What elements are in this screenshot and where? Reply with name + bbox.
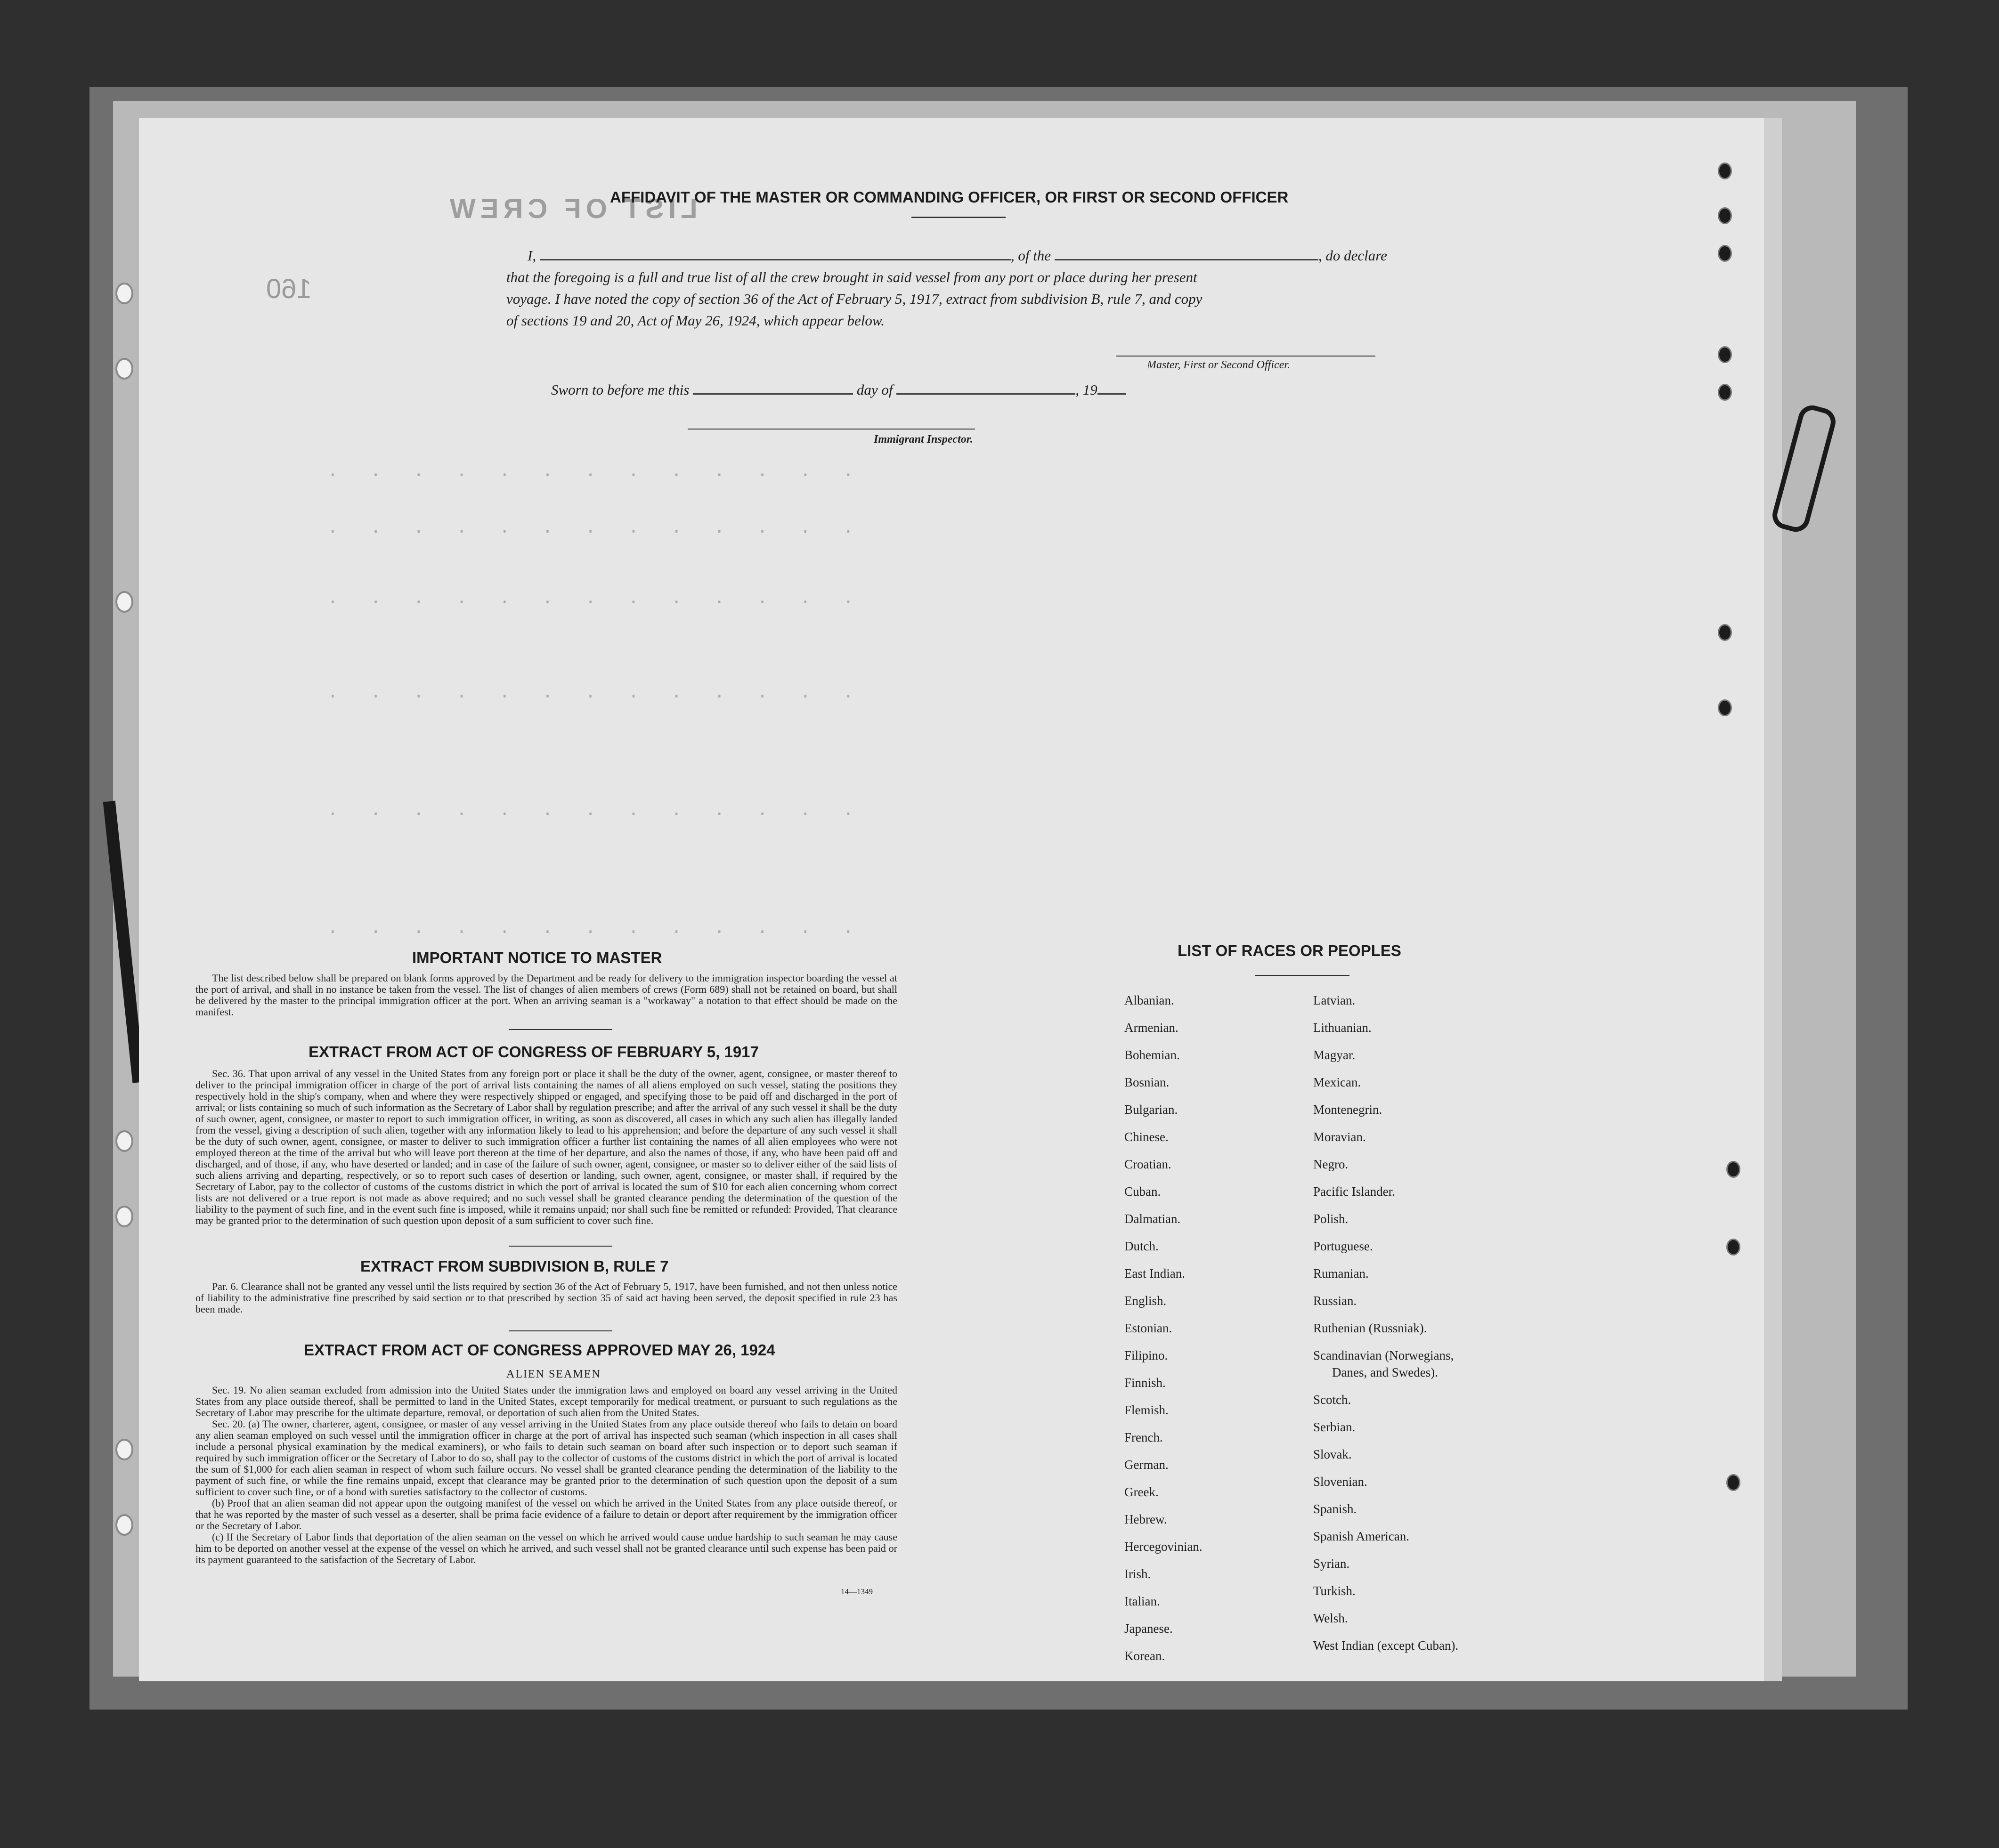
race-item: Irish.: [1124, 1567, 1151, 1581]
master-name-field[interactable]: [540, 259, 1011, 260]
affidavit-line-4: of sections 19 and 20, Act of May 26, 1924, which appear below.: [506, 312, 885, 329]
punch-hole: [115, 591, 133, 613]
race-item: Ruthenian (Russniak).: [1313, 1321, 1427, 1335]
race-item: Spanish American.: [1313, 1529, 1409, 1543]
race-item: Magyar.: [1313, 1048, 1356, 1062]
sworn-date-field[interactable]: [693, 393, 853, 395]
race-item: Albanian.: [1124, 993, 1174, 1007]
race-item: Armenian.: [1124, 1021, 1178, 1035]
extract-1917-title: EXTRACT FROM ACT OF CONGRESS OF FEBRUARY 5, 1917: [309, 1043, 759, 1061]
bleed-through-heading: LIST OF CREW: [445, 194, 698, 224]
race-item: Hercegovinian.: [1124, 1540, 1203, 1554]
edge-hole: [1726, 1474, 1740, 1491]
race-item: German.: [1124, 1458, 1169, 1472]
race-item: Montenegrin.: [1313, 1102, 1382, 1117]
race-item: Slovak.: [1313, 1447, 1352, 1461]
edge-hole: [1726, 1239, 1740, 1256]
signature-line[interactable]: [1116, 356, 1375, 357]
race-item: Negro.: [1313, 1157, 1349, 1171]
affidavit-title: AFFIDAVIT OF THE MASTER OR COMMANDING OFFICER, OR FIRST OR SECOND OFFICER: [610, 188, 1289, 206]
affidavit-line-2: that the foregoing is a full and true list of all the crew brought in said vessel from any port or place during her present: [506, 269, 1197, 285]
race-item: East Indian.: [1124, 1266, 1185, 1281]
signature-label: Master, First or Second Officer.: [1147, 359, 1290, 371]
race-item: Japanese.: [1124, 1621, 1173, 1636]
race-item: Mexican.: [1313, 1075, 1361, 1089]
punch-hole: [115, 1206, 133, 1227]
manifest-page: [139, 118, 1778, 1681]
affidavit-line-3: voyage. I have noted the copy of section 36 of the Act of February 5, 1917, extract from subdivision B, rule 7, and copy: [506, 291, 1203, 307]
race-item: Dalmatian.: [1124, 1212, 1181, 1226]
race-item: English.: [1124, 1294, 1167, 1308]
notice-title: IMPORTANT NOTICE TO MASTER: [412, 949, 662, 966]
edge-hole: [1718, 699, 1732, 716]
inspector-label: Immigrant Inspector.: [874, 433, 973, 446]
race-item: Croatian.: [1124, 1157, 1171, 1171]
edge-hole: [1718, 162, 1732, 179]
races-title: LIST OF RACES OR PEOPLES: [1178, 942, 1401, 959]
sworn-year-field[interactable]: [1097, 393, 1126, 395]
extract-1924-subtitle: ALIEN SEAMEN: [506, 1368, 601, 1380]
affidavit-body: [506, 245, 1543, 332]
bleed-through-row: . . . . . . . . . . . . .: [327, 518, 854, 538]
race-item: Cuban.: [1124, 1184, 1161, 1199]
sworn-label: Sworn to before me this: [551, 381, 690, 398]
race-item: Polish.: [1313, 1212, 1349, 1226]
extract-rule7-text: Par. 6. Clearance shall not be granted any vessel until the lists required by section 36 of the Act of February 5, 1917, have been furnished, and not then unless notice of liability to the administrative fine prescribed by said section or to that prescribed by section 35 of said act having been served, the deposit specified in rule 23 has been made.: [195, 1281, 897, 1315]
punch-hole: [115, 1439, 133, 1460]
edge-hole: [1718, 346, 1732, 363]
bleed-through-row: . . . . . . . . . . . . .: [327, 589, 854, 609]
sec20b-text: (b) Proof that an alien seaman did not appear upon the outgoing manifest of the vessel on which he arrived in the United States from any place outside thereof, or that he was reported by the master of such vessel as a deserter, shall be prima facie evidence of a failure to detain or deport after requirement by the immigration officer or the Secretary of Labor.: [195, 1497, 897, 1532]
race-item: Filipino.: [1124, 1348, 1168, 1362]
vessel-name-field[interactable]: [1055, 259, 1318, 260]
extract-1924-body: [195, 1385, 897, 1565]
race-item: Spanish.: [1313, 1502, 1357, 1516]
bleed-through-row: . . . . . . . . . . . . .: [327, 801, 854, 821]
race-item: West Indian (except Cuban).: [1313, 1638, 1459, 1653]
race-item: Portuguese.: [1313, 1239, 1373, 1253]
race-item: Chinese.: [1124, 1130, 1169, 1144]
affidavit-i-label: I,: [528, 247, 536, 264]
sworn-day-label: day of: [856, 381, 893, 398]
edge-hole: [1718, 624, 1732, 641]
sworn-year-label: , 19: [1075, 381, 1097, 398]
races-left-column: [1124, 987, 1203, 1670]
sec19-text: Sec. 19. No alien seaman excluded from admission into the United States under the immigration laws and employed on board any vessel arriving in the United States from any place outside thereof, shall be permitted to land in the United States, except temporarily for medical treatment, or pursuant to such regulations as the Secretary of Labor may prescribe for the ultimate departure, removal, or deportation of such alien from the United States.: [195, 1384, 897, 1418]
edge-hole: [1718, 207, 1732, 224]
race-item: Russian.: [1313, 1294, 1357, 1308]
race-item: Dutch.: [1124, 1239, 1159, 1253]
race-item: Slovenian.: [1313, 1475, 1367, 1489]
extract-1917-text: Sec. 36. That upon arrival of any vessel in the United States from any foreign port or place it shall be the duty of the owner, agent, consignee, or master thereof to deliver to the principal immigration officer in charge of the port of arrival lists containing the names of all aliens employed on such vessel, stating the positions they respectively hold in the ship's company, when and where they were respectively shipped or engaged, and specifying those to be paid off and discharged in the port of arrival; or lists containing so much of such information as the Secretary of Labor shall by regulation prescribe; and after the arrival of any such vessel it shall be the duty of such owner, agent, consignee, or master to report to such immigration officer, in writing, as soon as discovered, all cases in which any such alien has illegally landed from the vessel, giving a description of such alien, together with any information likely to lead to his apprehension; and before the departure of any such vessel it shall be the duty of such owner, agent, consignee, or master to deliver to such immigration officer a further list containing the names of all alien employees who were not employed thereon at the time of the arrival but who will leave port thereon at the time of her departure, and also the names of those, if any, who have been paid off and discharged, and of those, if any, who have deserted or landed; and in case of the failure of such owner, agent, consignee, or master so to deliver either of the said lists of such aliens arriving and departing, respectively, or so to report such cases of desertion or landing, such owner, agent, consignee, or master shall, if required by the Secretary of Labor, pay to the collector of customs of the customs district in which the port of arrival is located the sum of $10 for each alien concerning whom correct lists are not delivered or a true report is not made as above required; and no such vessel shall be granted clearance pending the determination of the question of the liability to the payment of such fine, and in the event such fine is imposed, while it remains unpaid; nor shall such fine be remitted or refunded: Provided, That clearance may be granted prior to the determination of such question upon deposit of a sum sufficient to cover such fine.: [195, 1068, 897, 1226]
notice-text: The list described below shall be prepared on blank forms approved by the Department and be ready for delivery to the immigration inspector boarding the vessel at the port of arrival, and shall in no instance be taken from the vessel. The list of changes of alien members of crews (Form 689) shall not be retained on board, but shall be delivered by the master to the principal immigration officer at the port. When an arriving seaman is a "workaway" a notation to that effect should be made on the manifest.: [195, 972, 897, 1018]
race-item: Moravian.: [1313, 1130, 1366, 1144]
extract-1917-rule: [509, 1246, 612, 1247]
sworn-month-field[interactable]: [896, 393, 1075, 395]
race-item: Estonian.: [1124, 1321, 1172, 1335]
race-item: Turkish.: [1313, 1584, 1356, 1598]
inspector-signature-line[interactable]: [688, 429, 975, 430]
bleed-through-row: . . . . . . . . . . . . .: [327, 462, 854, 482]
edge-hole: [1726, 1161, 1740, 1178]
punch-hole: [115, 1130, 133, 1152]
race-item: Danes, and Swedes).: [1332, 1365, 1438, 1379]
race-item: Serbian.: [1313, 1420, 1356, 1434]
sworn-line: [551, 381, 1126, 398]
bleed-through-row: . . . . . . . . . . . . .: [327, 918, 854, 939]
extract-rule7-title: EXTRACT FROM SUBDIVISION B, RULE 7: [360, 1257, 669, 1275]
race-item: French.: [1124, 1430, 1163, 1444]
race-item: Korean.: [1124, 1649, 1165, 1663]
page-edge: [1764, 118, 1782, 1681]
race-item: Flemish.: [1124, 1403, 1169, 1417]
race-item: Greek.: [1124, 1485, 1159, 1499]
race-item: Bohemian.: [1124, 1048, 1180, 1062]
race-item: Bulgarian.: [1124, 1102, 1178, 1117]
title-rule: [911, 217, 1006, 218]
sec20c-text: (c) If the Secretary of Labor finds that deportation of the alien seaman on the vessel on which he arrived would cause undue hardship to such seaman he may cause him to be deported on another vessel at the expense of the vessel on which he arrived, and such vessel shall not be granted clearance until such expense has been paid or its payment guaranteed to the satisfaction of the Secretary of Labor.: [195, 1531, 897, 1565]
form-number: 14—1349: [841, 1587, 873, 1596]
race-item: Latvian.: [1313, 993, 1356, 1007]
extract-rule7-rule: [509, 1330, 612, 1331]
punch-hole: [115, 358, 133, 380]
punch-hole: [115, 1514, 133, 1536]
race-item: Syrian.: [1313, 1556, 1350, 1571]
race-item: Scandinavian (Norwegians,: [1313, 1348, 1454, 1362]
race-item: Scotch.: [1313, 1393, 1351, 1407]
race-item: Hebrew.: [1124, 1512, 1167, 1526]
race-item: Welsh.: [1313, 1611, 1348, 1625]
race-item: Pacific Islander.: [1313, 1184, 1395, 1199]
race-item: Finnish.: [1124, 1376, 1166, 1390]
race-item: Bosnian.: [1124, 1075, 1170, 1089]
sec20a-text: Sec. 20. (a) The owner, charterer, agent, consignee, or master of any vessel arriving in the United States from any place outside thereof who fails to detain on board any alien seaman employed on such vessel until the immigration officer in charge at the port of arrival has inspected such seaman (which inspection in all cases shall include a personal physical examination by the medical examiners), or who fails to detain such seaman on board after such inspection or to deport such seaman if required by such immigration officer or the Secretary of Labor to do so, shall pay to the collector of customs of the customs district in which the port of arrival is located the sum of $1,000 for each alien seaman in respect of whom such failure occurs. No vessel shall be granted clearance pending the determination of the liability to the payment of such fine, or while the fine remains unpaid, except that clearance may be granted prior to the determination of such question upon the deposit of a sum sufficient to cover such fine, or of a bond with sureties satisfactory to the collector of customs.: [195, 1418, 897, 1498]
edge-hole: [1718, 245, 1732, 262]
edge-hole: [1718, 384, 1732, 401]
stamp-number: 160: [266, 274, 312, 304]
affidavit-line-1: [506, 245, 1543, 267]
affidavit-declare-label: , do declare: [1318, 247, 1387, 264]
race-item: Lithuanian.: [1313, 1021, 1372, 1035]
extract-1924-title: EXTRACT FROM ACT OF CONGRESS APPROVED MAY 26, 1924: [304, 1341, 775, 1359]
affidavit-of-the-label: , of the: [1010, 247, 1051, 264]
races-right-column: [1313, 987, 1458, 1659]
notice-rule: [509, 1029, 612, 1030]
race-item: Rumanian.: [1313, 1266, 1369, 1281]
race-item: Italian.: [1124, 1594, 1160, 1608]
bleed-through-row: . . . . . . . . . . . . .: [327, 683, 854, 703]
punch-hole: [115, 283, 133, 304]
races-rule: [1255, 975, 1349, 976]
